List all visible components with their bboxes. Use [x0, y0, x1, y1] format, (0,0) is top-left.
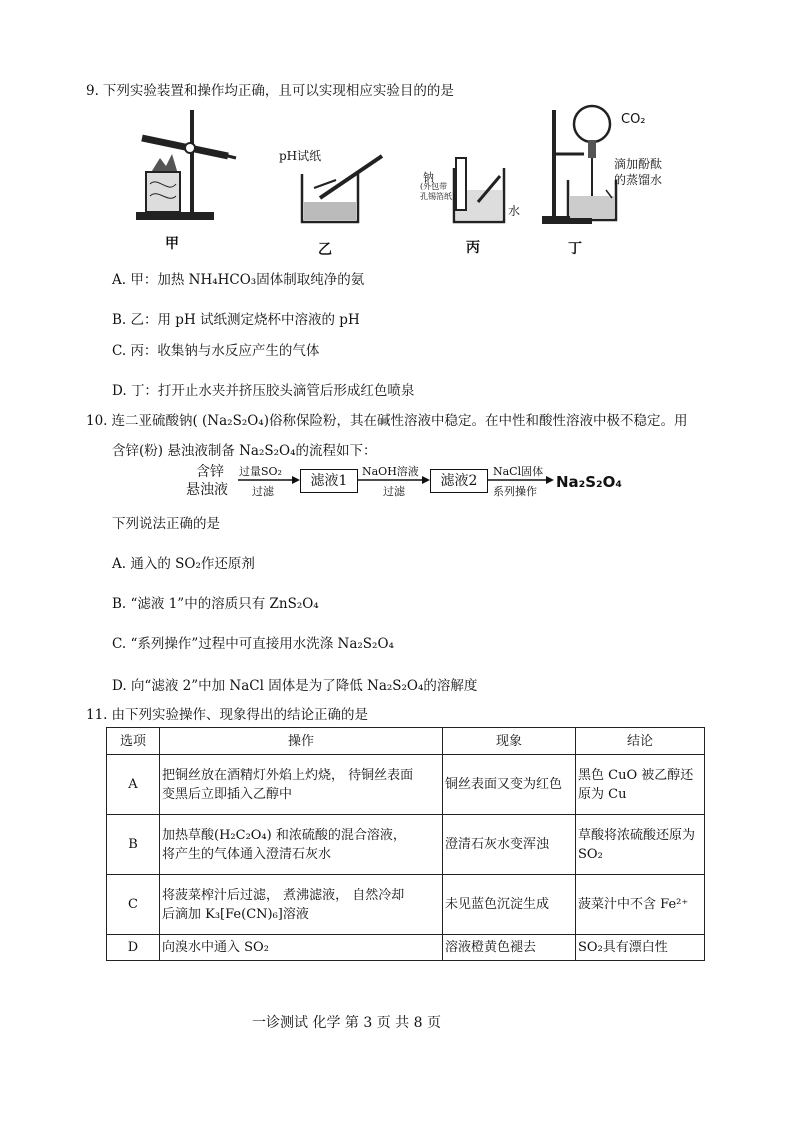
operation-line: 变黑后立即插入乙醇中	[162, 786, 293, 802]
sodium-note-2: 孔锡箔纸)	[420, 192, 456, 201]
flow-arrow2-bottom: 过滤	[383, 485, 405, 498]
row-phenomenon: 溶液橙黄色褪去	[443, 935, 576, 961]
q10-stem-line-2: 含锌(粉) 悬浊液制备 Na₂S₂O₄的流程如下：	[112, 443, 377, 459]
figure-label-yi: 乙	[318, 242, 332, 258]
q10-option-c[interactable]	[112, 634, 394, 654]
row-conclusion	[576, 755, 705, 815]
option-text: “系列操作”过程中可直接用水洗涤 Na₂S₂O₄	[130, 636, 394, 652]
page-footer: 一诊测试 化学 第 3 页 共 8 页	[252, 1015, 441, 1031]
option-text: “滤液 1”中的溶质只有 ZnS₂O₄	[130, 596, 319, 612]
conclusion-line: SO₂	[578, 846, 603, 862]
row-phenomenon: 澄清石灰水变浑浊	[443, 815, 576, 875]
sodium-note-1: (外包带	[420, 182, 448, 191]
row-operation: 向溴水中通入 SO₂	[160, 935, 443, 961]
option-text: 通入的 SO₂作还原剂	[130, 556, 255, 572]
water-label: 水	[508, 204, 521, 218]
flow-box-filtrate-1: 滤液1	[300, 469, 358, 493]
q9-option-b[interactable]	[112, 310, 360, 330]
figure-label-ding: 丁	[568, 241, 582, 257]
phenolphthalein-label-2: 的蒸馏水	[614, 173, 663, 187]
option-letter: D.	[112, 678, 127, 694]
header-phenomenon: 现象	[443, 728, 576, 755]
q10-option-a[interactable]	[112, 554, 255, 574]
conclusion-line: 原为 Cu	[578, 786, 627, 802]
option-letter: A.	[112, 556, 127, 572]
row-conclusion	[576, 815, 705, 875]
q10-number: 10.	[86, 413, 108, 429]
flow-arrow3-bottom: 系列操作	[493, 485, 537, 498]
q9-option-c[interactable]	[112, 341, 319, 361]
header-conclusion: 结论	[576, 728, 705, 755]
flow-arrow3-top: NaCl固体	[493, 465, 544, 478]
option-text: 丙：收集钠与水反应产生的气体	[130, 343, 320, 359]
operation-line: 将菠菜榨汁后过滤， 煮沸滤液， 自然冷却	[162, 887, 405, 903]
table-row	[107, 935, 705, 961]
figure-label-bing: 丙	[466, 240, 480, 256]
figure-label-jia: 甲	[165, 236, 179, 252]
figure-jia-apparatus	[128, 104, 238, 224]
option-text: 乙：用 pH 试纸测定烧杯中溶液的 pH	[130, 312, 360, 328]
q9-number: 9.	[86, 83, 99, 99]
conclusion-line: 草酸将浓硫酸还原为	[578, 827, 696, 843]
row-conclusion: 菠菜汁中不含 Fe²⁺	[576, 875, 705, 935]
table-header-row	[107, 728, 705, 755]
row-option: B	[107, 815, 160, 875]
q10-option-d[interactable]	[112, 676, 477, 696]
q9-stem: 下列实验装置和操作均正确，且可以实现相应实验目的的是	[102, 83, 454, 99]
operation-line: 后滴加 K₃[Fe(CN)₆]溶液	[162, 906, 309, 922]
phenolphthalein-label-1: 滴加酚酞	[614, 157, 663, 171]
q10-option-b[interactable]	[112, 594, 319, 614]
sodium-label: 钠	[423, 171, 434, 184]
option-letter: B.	[112, 312, 127, 328]
q10-stem-line-1	[86, 411, 688, 431]
row-operation	[160, 815, 443, 875]
option-letter: B.	[112, 596, 127, 612]
figure-bing-beaker	[448, 156, 512, 226]
operation-line: 加热草酸(H₂C₂O₄) 和浓硫酸的混合溶液，	[162, 827, 406, 843]
option-text: 丁：打开止水夹并挤压胶头滴管后形成红色喷泉	[130, 383, 415, 399]
header-option: 选项	[107, 728, 160, 755]
conclusion-line: 黑色 CuO 被乙醇还	[578, 767, 694, 783]
table-row	[107, 815, 705, 875]
q9-option-d[interactable]	[112, 381, 414, 401]
row-option: C	[107, 875, 160, 935]
row-option: D	[107, 935, 160, 961]
q10-lead: 下列说法正确的是	[112, 516, 220, 532]
flow-start-1: 含锌	[196, 464, 224, 480]
row-option: A	[107, 755, 160, 815]
row-phenomenon: 铜丝表面又变为红色	[443, 755, 576, 815]
q9-option-a[interactable]	[112, 270, 364, 290]
header-operation: 操作	[160, 728, 443, 755]
q11-stem: 由下列实验操作、现象得出的结论正确的是	[111, 707, 368, 723]
option-text: 甲：加热 NH₄HCO₃固体制取纯净的氨	[130, 272, 365, 288]
option-text: 向“滤液 2”中加 NaCl 固体是为了降低 Na₂S₂O₄的溶解度	[130, 678, 478, 694]
q11-results-table	[106, 727, 705, 961]
operation-line: 将产生的气体通入澄清石灰水	[162, 846, 332, 862]
table-row	[107, 875, 705, 935]
q11-number: 11.	[86, 707, 108, 723]
flow-product: Na₂S₂O₄	[556, 473, 622, 491]
operation-line: 把铜丝放在酒精灯外焰上灼烧， 待铜丝表面	[162, 767, 414, 783]
q10-stem-1: 连二亚硫酸钠( (Na₂S₂O₄)俗称保险粉，其在碱性溶液中稳定。在中性和酸性溶液中极不稳定。用	[111, 413, 688, 429]
row-conclusion: SO₂具有漂白性	[576, 935, 705, 961]
flow-arrow1-top: 过量SO₂	[239, 465, 282, 478]
flow-arrow1-bottom: 过滤	[252, 485, 274, 498]
row-operation	[160, 875, 443, 935]
option-letter: D.	[112, 383, 127, 399]
co2-label: CO₂	[621, 112, 646, 127]
row-phenomenon: 未见蓝色沉淀生成	[443, 875, 576, 935]
q11-stem-line	[86, 705, 368, 725]
flow-start-2: 悬浊液	[186, 482, 228, 498]
option-letter: A.	[112, 272, 127, 288]
q9-stem-line	[86, 81, 454, 101]
flow-arrow2-top: NaOH溶液	[362, 465, 419, 478]
ph-paper-label: pH试纸	[279, 149, 322, 163]
row-operation	[160, 755, 443, 815]
option-letter: C.	[112, 343, 127, 359]
option-letter: C.	[112, 636, 127, 652]
table-row	[107, 755, 705, 815]
flow-box-filtrate-2: 滤液2	[430, 469, 488, 493]
